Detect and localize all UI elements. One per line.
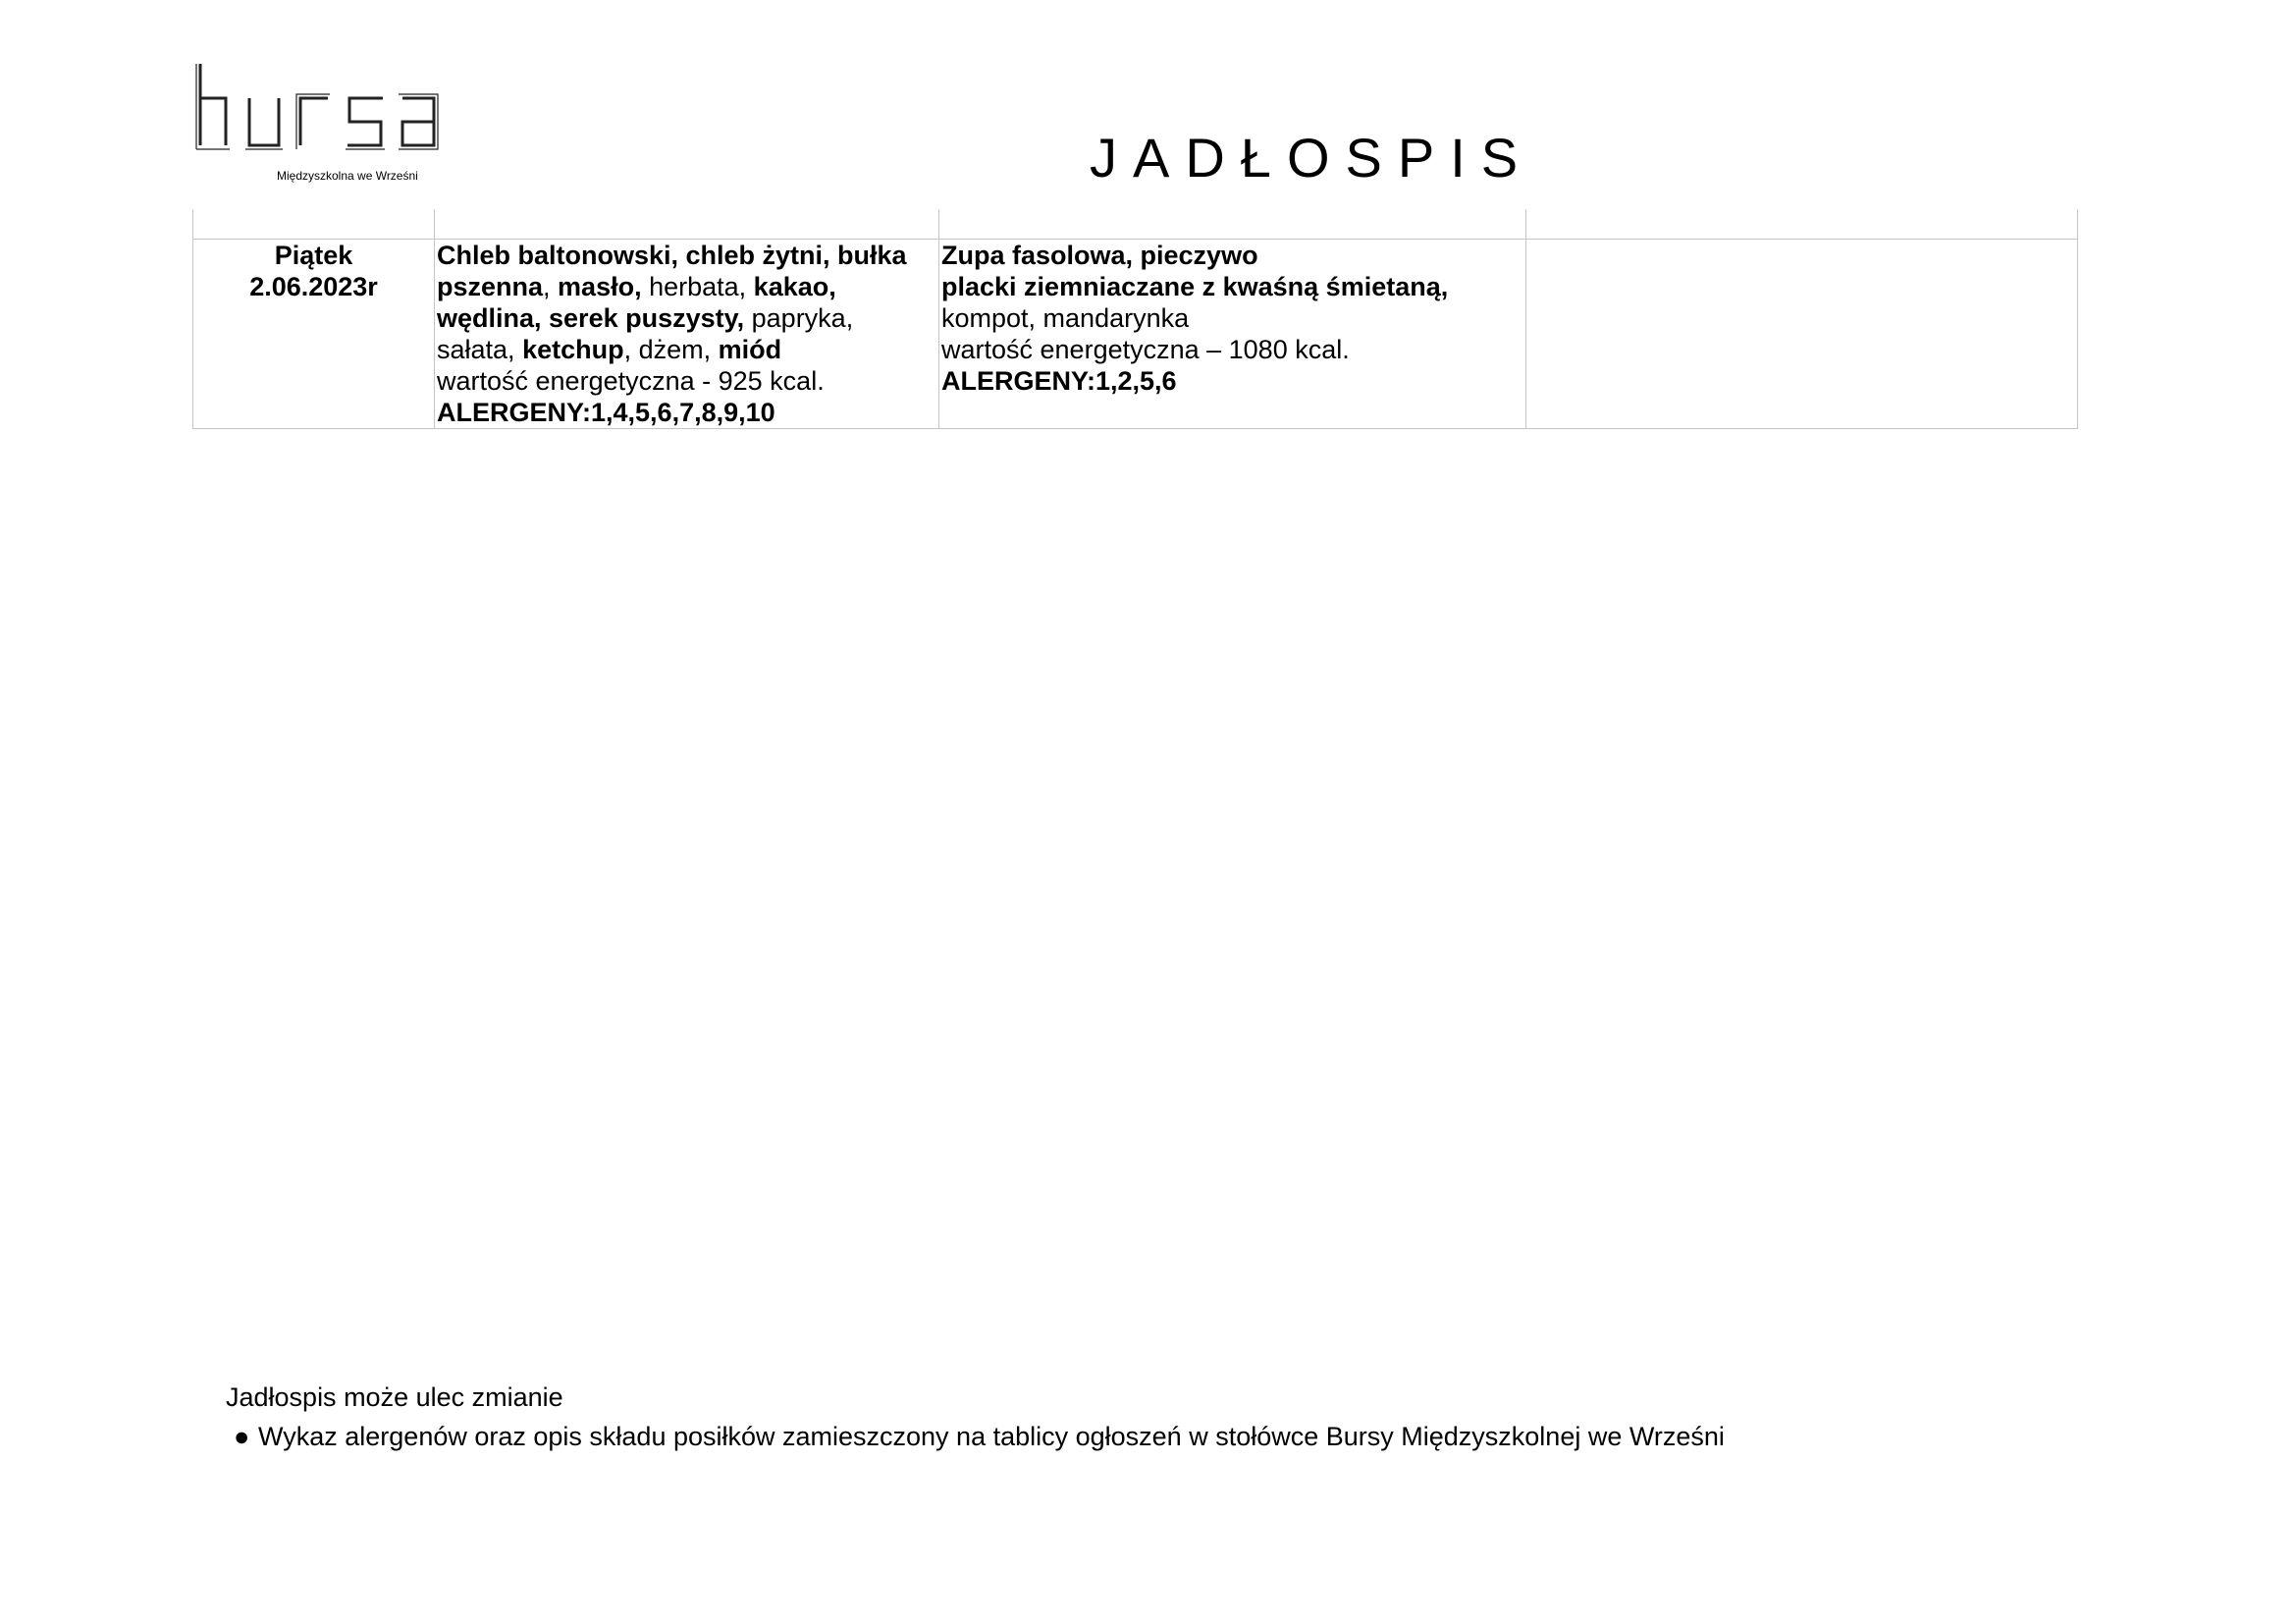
menu-table (192, 209, 2078, 429)
breakfast-text-8: , dżem, (623, 335, 719, 364)
breakfast-cell (435, 240, 939, 429)
day-name: Piątek (274, 241, 353, 270)
day-date: 2.06.2023r (249, 272, 378, 301)
lunch-allergens: ALERGENY:1,2,5,6 (941, 366, 1177, 396)
table-cell (1526, 209, 2078, 240)
breakfast-bold-9: miód (718, 335, 782, 364)
breakfast-bold-5: kakao, wędlina, serek puszysty, (437, 272, 836, 333)
footer-notes (226, 1378, 1725, 1456)
bullet-icon: ● (234, 1422, 250, 1451)
table-cell (435, 209, 939, 240)
breakfast-items (437, 240, 936, 365)
table-cell (193, 209, 435, 240)
empty-cell (1526, 240, 2078, 429)
breakfast-bold-1: Chleb baltonowski, chleb żytni, bułka pszenna (437, 241, 907, 301)
breakfast-text-4: herbata, (641, 272, 754, 301)
table-cell (939, 209, 1526, 240)
table-row-continuation (193, 209, 2078, 240)
logo-subtitle: Międzyszkolna we Wrześni (277, 169, 418, 183)
footer-bullet-text: Wykaz alergenów oraz opis składu posiłków zamieszczony na tablicy ogłoszeń w stołówce Bursy Międzyszkolnej we Wrześni (258, 1422, 1725, 1451)
lunch-line-2: placki ziemniaczane z kwaśną śmietaną, (941, 272, 1449, 301)
list-item (226, 1417, 1725, 1456)
footer-list (226, 1417, 1725, 1456)
breakfast-bold-7: ketchup (522, 335, 624, 364)
table-row-friday (193, 240, 2078, 429)
breakfast-text-2: , (543, 272, 559, 301)
breakfast-energy: wartość energetyczna - 925 kcal. (437, 366, 825, 396)
lunch-cell (939, 240, 1526, 429)
lunch-line-3: kompot, mandarynka (941, 303, 1190, 333)
breakfast-text-6: papryka, sałata, (437, 303, 854, 364)
page-title: JADŁOSPIS (1090, 127, 1534, 189)
footer-note: Jadłospis może ulec zmianie (226, 1382, 563, 1412)
day-cell (193, 240, 435, 429)
lunch-energy: wartość energetyczna – 1080 kcal. (941, 335, 1350, 364)
breakfast-allergens: ALERGENY:1,4,5,6,7,8,9,10 (437, 398, 775, 427)
lunch-line-1: Zupa fasolowa, pieczywo (941, 241, 1258, 270)
breakfast-bold-3: masło, (558, 272, 642, 301)
bursa-logo (192, 59, 450, 196)
